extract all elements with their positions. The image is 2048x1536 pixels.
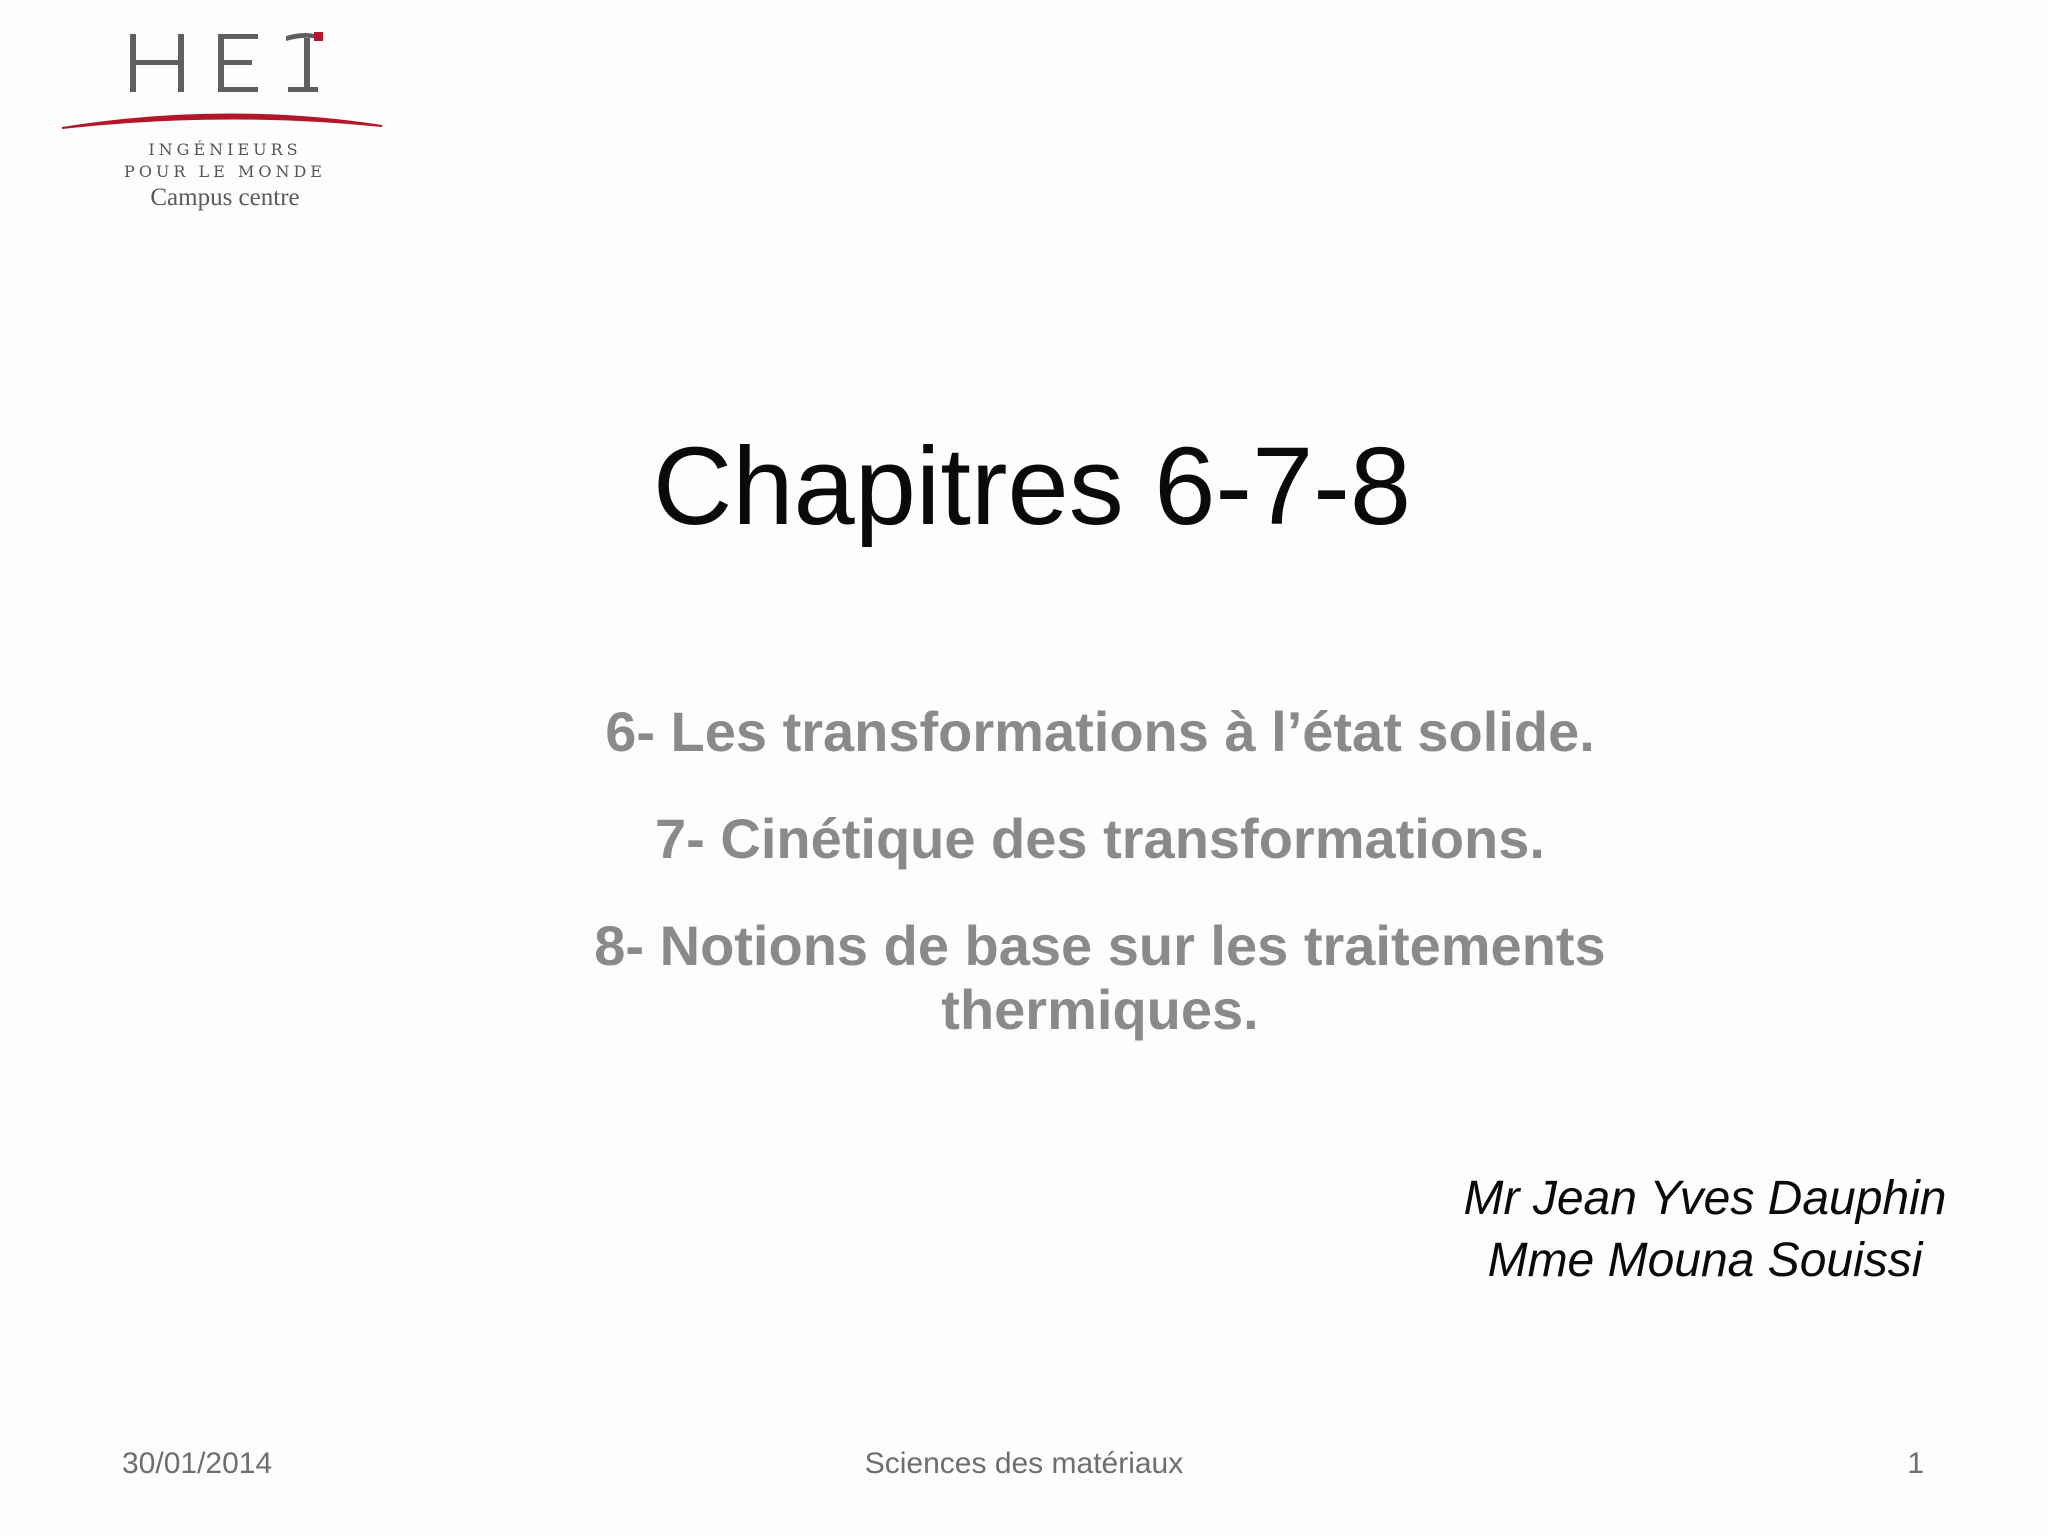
chapter-list [530, 700, 1670, 1042]
hei-logo-mark [60, 24, 390, 144]
author-name: Mme Mouna Souissi [1487, 1234, 1923, 1287]
hei-logo [60, 24, 390, 224]
author-name: Mr Jean Yves Dauphin [1463, 1172, 1947, 1225]
logo-tagline-2: POUR LE MONDE [124, 162, 326, 181]
footer-page-number: 1 [1907, 1447, 1924, 1480]
author-list [1420, 1168, 1990, 1292]
chapter-item: 7- Cinétique des transformations. [655, 807, 1545, 870]
chapter-item: 6- Les transformations à l’état solide. [605, 700, 1595, 763]
footer-date: 30/01/2014 [122, 1447, 273, 1480]
slide-title: Chapitres 6-7-8 [652, 425, 1412, 548]
logo-tagline-1: INGÉNIEURS [148, 140, 302, 159]
footer-subject: Sciences des matériaux [864, 1447, 1184, 1480]
logo-campus: Campus centre [150, 184, 300, 211]
chapter-item: 8- Notions de base sur les traitements thermiques. [594, 914, 1606, 1041]
